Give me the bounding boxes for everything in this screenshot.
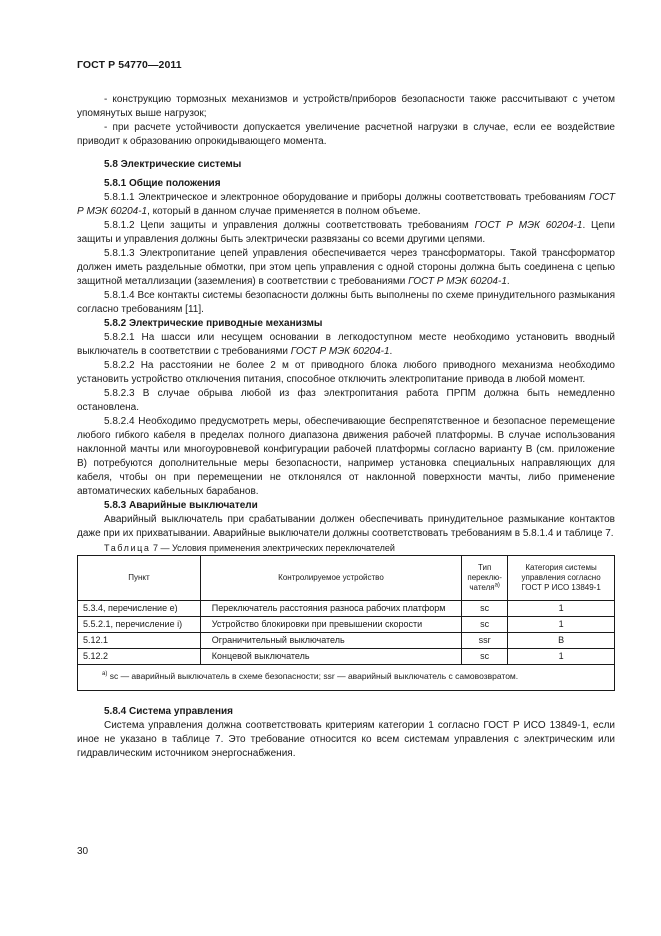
paragraph: Аварийный выключатель при срабатывании должен обеспечивать принудительное размыкание контактов даже при их прихватывании. Аварийные выключатели должны соответствовать требованиям в 5.8.1.4 и таблице 7. xyxy=(77,514,615,539)
cell-category: 1 xyxy=(508,649,615,665)
paragraph: Система управления должна соответствовать критериям категории 1 согласно ГОСТ Р ИСО 13849-1, если иное не указано в таблице 7. Это требование относится ко всем системам управления с электрическим или гидравлическим источником энергоснабжения. xyxy=(77,720,615,759)
header-device: Контролируемое устройство xyxy=(200,556,461,601)
cell-type: sc xyxy=(462,601,508,617)
standard-reference: ГОСТ Р МЭК 60204-1 xyxy=(474,220,583,231)
cell-category: 1 xyxy=(508,601,615,617)
table-footnote: $^{а)}$ sc — аварийный выключатель в схеме безопасности; ssr — аварийный выключатель с самовозвратом. xyxy=(78,665,615,691)
standard-reference: ГОСТ Р МЭК 60204-1 xyxy=(77,192,615,217)
header-switch-type: Тип переклю-чателя$^{а)}$ xyxy=(462,556,508,601)
cell-device: Устройство блокировки при превышении скорости xyxy=(200,617,461,633)
paragraph: 5.8.2.1 На шасси или несущем основании в легкодоступном месте необходимо установить вводный выключатель в соответствии с требованиями ГОСТ Р МЭК 60204-1. xyxy=(77,332,615,357)
cell-type: sc xyxy=(462,617,508,633)
table-row xyxy=(78,601,615,617)
paragraph: 5.8.1.4 Все контакты системы безопасности должны быть выполнены по схеме принудительного размыкания согласно требованиям [11]. xyxy=(77,290,615,315)
subsection-heading: 5.8.3 Аварийные выключатели xyxy=(104,500,258,511)
page-body xyxy=(77,93,615,761)
table-row xyxy=(78,649,615,665)
table-footnote-row xyxy=(78,665,615,691)
cell-type: ssr xyxy=(462,633,508,649)
cell-device: Концевой выключатель xyxy=(200,649,461,665)
paragraph: - конструкцию тормозных механизмов и устройств/приборов безопасности также рассчитывают с учетом упомянутых выше нагрузок; xyxy=(77,94,615,119)
section-heading: 5.8 Электрические системы xyxy=(104,159,242,170)
paragraph: 5.8.1.2 Цепи защиты и управления должны соответствовать требованиям ГОСТ Р МЭК 60204-1. Цепи защиты и управления должны быть электрически развязаны со всеми другими цепями. xyxy=(77,220,615,245)
cell-device: Ограничительный выключатель xyxy=(200,633,461,649)
cell-item: 5.5.2.1, перечисление i) xyxy=(78,617,201,633)
paragraph: 5.8.2.3 В случае обрыва любой из фаз электропитания работа ПРПМ должна быть немедленно остановлена. xyxy=(77,388,615,413)
document-header: ГОСТ Р 54770—2011 xyxy=(77,59,182,71)
header-category: Категория системы управления согласно ГОСТ Р ИСО 13849-1 xyxy=(508,556,615,601)
cell-type: sc xyxy=(462,649,508,665)
cell-device: Переключатель расстояния разноса рабочих платформ xyxy=(200,601,461,617)
standard-reference: ГОСТ Р МЭК 60204-1 xyxy=(408,276,507,287)
page-number: 30 xyxy=(77,846,89,857)
table-caption: Таблица 7 — Условия применения электрических переключателей xyxy=(104,543,395,553)
cell-category: 1 xyxy=(508,617,615,633)
header-item: Пункт xyxy=(78,556,201,601)
subsection-heading: 5.8.4 Система управления xyxy=(104,706,233,717)
cell-item: 5.3.4, перечисление е) xyxy=(78,601,201,617)
standard-reference: ГОСТ Р МЭК 60204-1 xyxy=(290,346,390,357)
switch-conditions-table xyxy=(77,555,615,691)
cell-category: В xyxy=(508,633,615,649)
paragraph: 5.8.1.1 Электрическое и электронное оборудование и приборы должны соответствовать требованиям ГОСТ Р МЭК 60204-1, который в данном случае применяется в полном объеме. xyxy=(77,192,615,217)
cell-item: 5.12.2 xyxy=(78,649,201,665)
paragraph: 5.8.1.3 Электропитание цепей управления обеспечивается через трансформаторы. Такой трансформатор должен иметь раздельные обмотки, при этом цепь управления с одной стороны должна быть соединена с цепью защитной металлизации (заземления) в соответствии с требованиями ГОСТ Р МЭК 60204-1. xyxy=(77,248,615,287)
table-row xyxy=(78,617,615,633)
cell-item: 5.12.1 xyxy=(78,633,201,649)
paragraph: - при расчете устойчивости допускается увеличение расчетной нагрузки в случае, если ее воздействие приводит к образованию опрокидывающего момента. xyxy=(77,122,615,147)
subsection-heading: 5.8.1 Общие положения xyxy=(104,178,221,189)
paragraph: 5.8.2.2 На расстоянии не более 2 м от приводного блока любого приводного механизма необходимо установить устройство отключения питания, способное отключить электропитание привода в любой момент. xyxy=(77,360,615,385)
subsection-heading: 5.8.2 Электрические приводные механизмы xyxy=(104,318,323,329)
table-header-row xyxy=(78,556,615,601)
paragraph: 5.8.2.4 Необходимо предусмотреть меры, обеспечивающие беспрепятственное и безопасное перемещение любого гибкого кабеля в пределах полного диапазона движения рабочей платформы. В случае использования наклонной мачты или многоуровневой конфигурации рабочей платформы согласно варианту В (см. приложение В) потребуются дополнительные меры безопасности, например установка специальных направляющих для кабеля, чтобы он при перемещении не отклонялся от наклонной поверхности мачты, либо применение автоматических кабельных барабанов. xyxy=(77,416,615,497)
table-row xyxy=(78,633,615,649)
